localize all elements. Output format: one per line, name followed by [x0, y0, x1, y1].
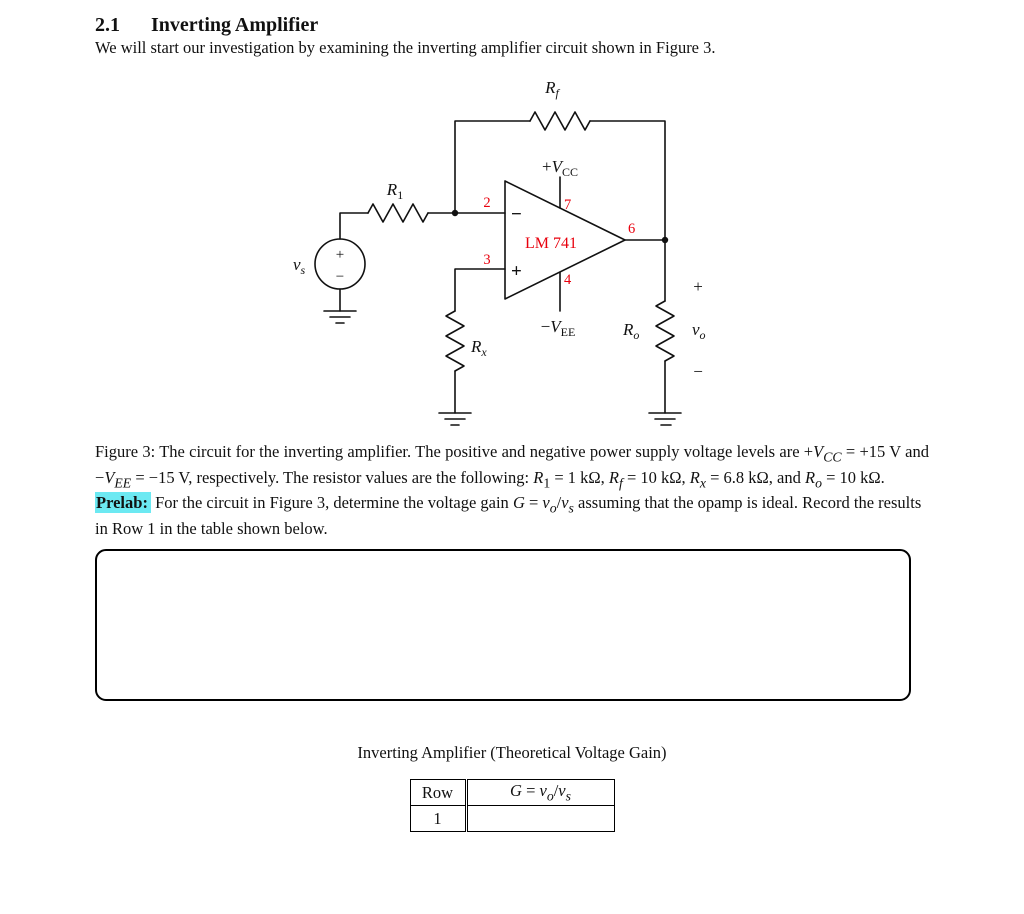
- pin-7-label: 7: [564, 196, 572, 213]
- ro-resistor: [656, 301, 674, 361]
- ground-symbol-ro: [649, 413, 681, 425]
- answer-box: [95, 549, 911, 701]
- input-resistor: [368, 204, 428, 222]
- pin-2-label: 2: [483, 194, 491, 211]
- table-header-gain: $G = v_o/v_s$: [466, 780, 614, 806]
- table-header-row: Row: [410, 780, 466, 806]
- source-top-wire: [340, 213, 368, 239]
- pin-3-label: 3: [483, 251, 491, 268]
- table-cell-gain-value: [466, 806, 614, 832]
- pin-4-label: 4: [564, 271, 572, 288]
- table-cell-row-number: 1: [410, 806, 466, 832]
- section-heading: [95, 14, 929, 37]
- prelab-paragraph: [95, 492, 929, 540]
- noninverting-input-wire: [455, 269, 505, 311]
- table-header-row-group: [410, 780, 614, 806]
- prelab-text: For the circuit in Figure 3, determine the voltage gain $G = v_o/v_s$ assuming that the opamp is ideal. Record the results in Row 1 in the table shown below.: [95, 493, 922, 538]
- vcc-label: $+V_{CC}$: [542, 156, 578, 179]
- figure-circuit: [285, 71, 715, 441]
- ro-label: $R_o$: [623, 319, 640, 342]
- opamp-inverting-sign: −: [511, 203, 522, 225]
- circuit-diagram: [285, 71, 715, 441]
- section-title: Inverting Amplifier: [151, 14, 319, 36]
- gain-table: [410, 779, 615, 832]
- opamp-noninverting-sign: +: [511, 260, 522, 282]
- intro-paragraph: We will start our investigation by examining the inverting amplifier circuit shown in Figure 3.: [95, 38, 716, 57]
- figure-caption: Figure 3: The circuit for the inverting amplifier. The positive and negative power supply voltage levels are $+V_{CC} = +15$ V and $-V_{EE} = -15$ V, respectively. The resistor values are the following: $R_1 = 1$ kΩ, $R_f = 10$ kΩ, $R_x = 6.8$ kΩ, and $R_o = 10$ kΩ.: [95, 441, 929, 490]
- section-number: 2.1: [95, 14, 120, 36]
- opamp-part-label: LM 741: [525, 234, 577, 252]
- junction-dot-output: [662, 237, 668, 243]
- rf-label: $R_f$: [545, 77, 559, 100]
- source-plus-sign: +: [335, 246, 345, 263]
- ground-symbol-source: [324, 311, 356, 323]
- vs-label: $v_s$: [293, 254, 306, 277]
- pin-6-label: 6: [628, 220, 636, 237]
- vee-label: $-V_{EE}$: [540, 316, 576, 339]
- rx-resistor: [446, 311, 464, 371]
- feedback-resistor: [530, 112, 590, 130]
- table-title: Inverting Amplifier (Theoretical Voltage Gain): [357, 742, 667, 762]
- r1-label: $R_1$: [386, 179, 404, 202]
- junction-dot-inverting: [452, 210, 458, 216]
- table-row: [410, 806, 614, 832]
- vo-label: $v_o$: [692, 319, 706, 342]
- rx-label: $R_x$: [471, 336, 487, 359]
- source-minus-sign: −: [335, 268, 345, 285]
- ground-symbol-rx: [439, 413, 471, 425]
- prelab-label: Prelab:: [95, 492, 151, 513]
- output-plus-sign: +: [693, 276, 703, 296]
- output-minus-sign: −: [693, 361, 703, 381]
